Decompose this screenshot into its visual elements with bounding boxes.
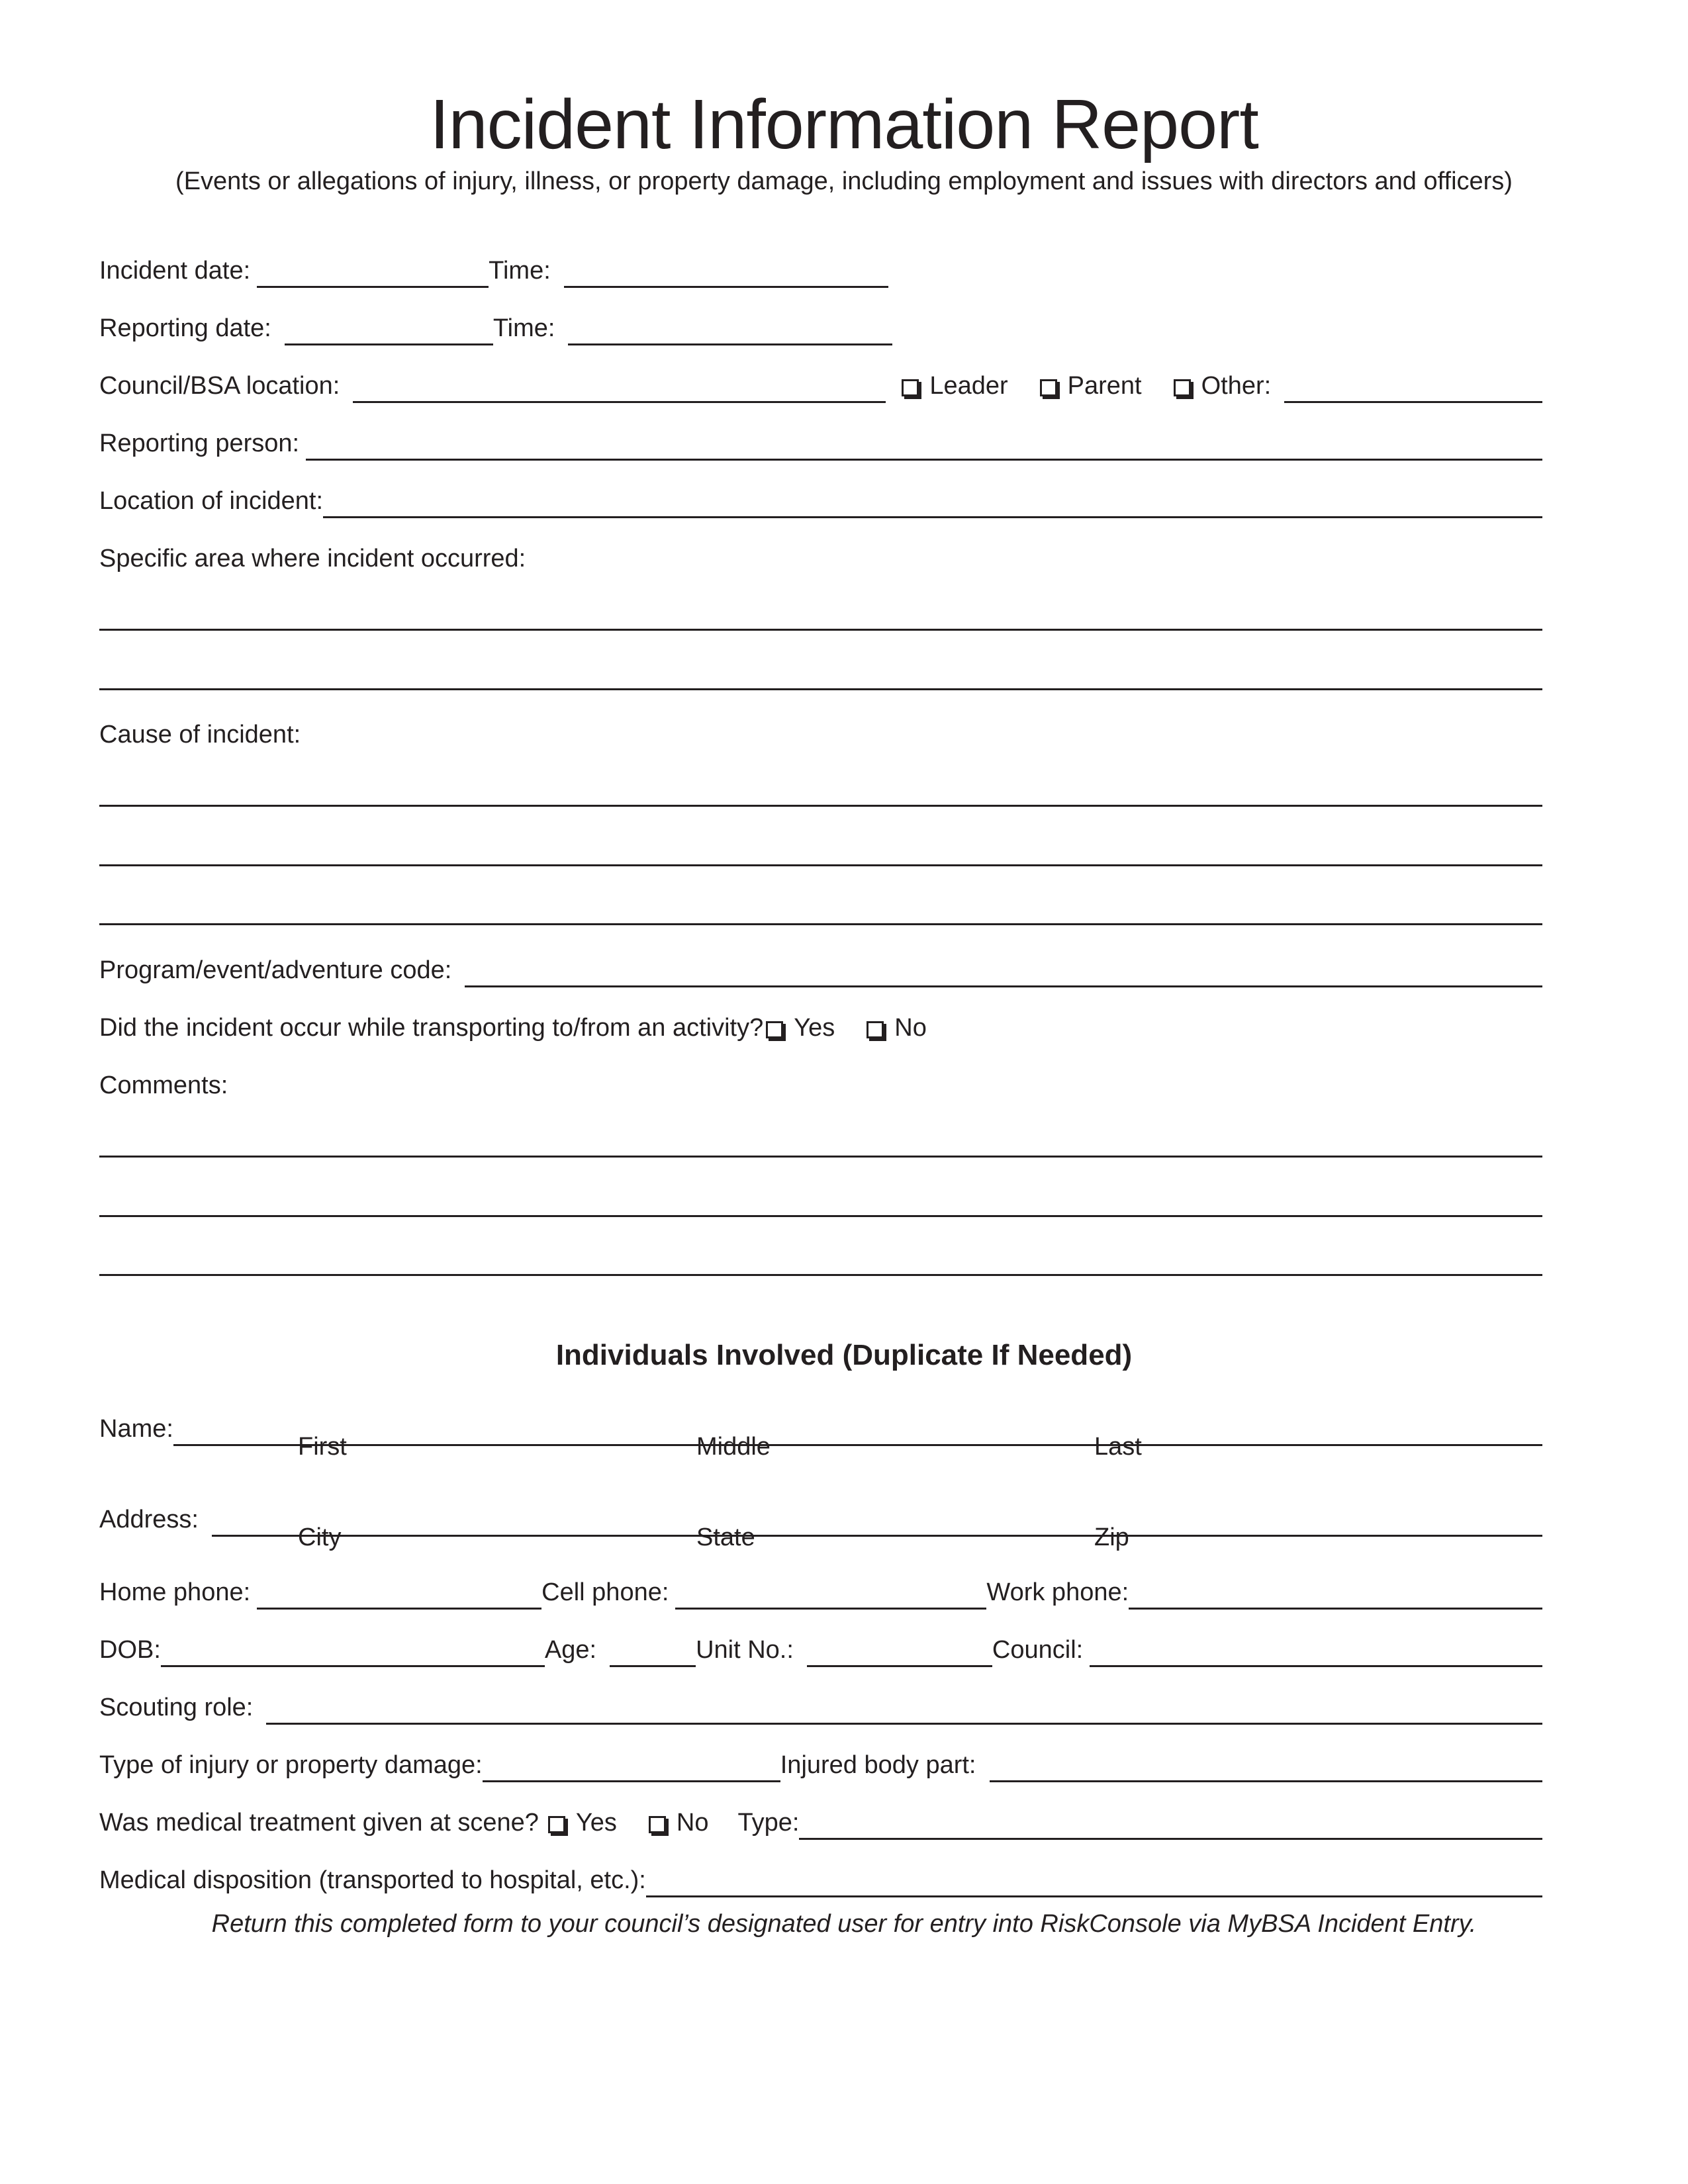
dob-label: DOB:: [99, 1636, 161, 1664]
scouting-role-row: [99, 1672, 1542, 1725]
treatment-no-checkbox[interactable]: [646, 1807, 709, 1840]
injury-type-label: Type of injury or property damage:: [99, 1751, 483, 1779]
zip-caption: Zip: [1094, 1524, 1129, 1551]
injured-part-field[interactable]: [990, 1749, 1543, 1782]
comments-row: [99, 1050, 1542, 1103]
location-row: [99, 465, 1542, 518]
cause-line-3[interactable]: [99, 923, 1542, 925]
checkbox-icon: [548, 1816, 565, 1833]
incident-time-field[interactable]: [564, 254, 888, 288]
location-field[interactable]: [323, 484, 1542, 518]
treatment-no-label: No: [676, 1809, 709, 1837]
cause-line-1[interactable]: [99, 805, 1542, 807]
medical-disposition-label: Medical disposition (transported to hospital, etc.):: [99, 1866, 646, 1894]
program-code-row: [99, 934, 1542, 987]
checkbox-icon: [766, 1021, 783, 1038]
reporting-time-label: Time:: [492, 314, 555, 342]
transport-yes-checkbox[interactable]: [763, 1012, 835, 1045]
home-phone-field[interactable]: [257, 1576, 541, 1610]
form-subtitle: (Events or allegations of injury, illness, or property damage, including employment and issues with directors and officers): [175, 167, 1513, 195]
council-location-row: [99, 350, 1542, 403]
dob-row: [99, 1614, 1542, 1667]
age-label: Age:: [544, 1636, 597, 1664]
home-phone-label: Home phone:: [99, 1578, 251, 1606]
treatment-type-label: Type:: [737, 1809, 800, 1837]
comments-label: Comments:: [99, 1071, 228, 1099]
city-caption: City: [298, 1524, 342, 1551]
injury-type-field[interactable]: [483, 1749, 780, 1782]
reporting-date-row: [99, 293, 1542, 345]
treatment-type-field[interactable]: [799, 1806, 1542, 1840]
phones-row: [99, 1557, 1542, 1610]
unit-no-field[interactable]: [807, 1633, 992, 1667]
program-code-field[interactable]: [465, 954, 1542, 987]
specific-area-row: [99, 523, 1542, 576]
cell-phone-field[interactable]: [675, 1576, 986, 1610]
treatment-yes-label: Yes: [575, 1809, 617, 1837]
injury-row: [99, 1729, 1542, 1782]
address-field[interactable]: [212, 1503, 1542, 1537]
transport-no-label: No: [894, 1014, 927, 1042]
reporting-person-row: [99, 408, 1542, 461]
medical-disposition-field[interactable]: [646, 1864, 1542, 1897]
medical-treatment-question: Was medical treatment given at scene?: [99, 1809, 539, 1837]
program-code-label: Program/event/adventure code:: [99, 956, 452, 984]
treatment-yes-checkbox[interactable]: [545, 1807, 617, 1840]
specific-area-line-2[interactable]: [99, 688, 1542, 690]
cell-phone-label: Cell phone:: [541, 1578, 669, 1606]
location-label: Location of incident:: [99, 487, 324, 515]
other-label: Other:: [1201, 372, 1272, 400]
incident-time-label: Time:: [489, 257, 551, 285]
individuals-section-title: Individuals Involved (Duplicate If Needed): [555, 1339, 1133, 1371]
checkbox-icon: [867, 1021, 884, 1038]
leader-checkbox[interactable]: [899, 370, 1008, 403]
council-location-field[interactable]: [353, 369, 886, 403]
scouting-role-field[interactable]: [266, 1691, 1542, 1725]
transport-question: Did the incident occur while transporting to/from an activity?: [99, 1014, 764, 1042]
council-field[interactable]: [1090, 1633, 1542, 1667]
checkbox-icon: [1040, 379, 1057, 396]
incident-date-label: Incident date:: [99, 257, 251, 285]
comments-line-2[interactable]: [99, 1215, 1542, 1217]
state-caption: State: [696, 1524, 755, 1551]
specific-area-label: Specific area where incident occurred:: [99, 545, 526, 572]
scouting-role-label: Scouting role:: [99, 1694, 254, 1721]
cause-line-2[interactable]: [99, 864, 1542, 866]
comments-line-1[interactable]: [99, 1156, 1542, 1158]
work-phone-field[interactable]: [1129, 1576, 1542, 1610]
last-name-caption: Last: [1094, 1433, 1142, 1461]
injured-part-label: Injured body part:: [780, 1751, 976, 1779]
reporting-time-field[interactable]: [568, 312, 892, 345]
work-phone-label: Work phone:: [986, 1578, 1129, 1606]
parent-label: Parent: [1067, 372, 1142, 400]
first-name-caption: First: [298, 1433, 347, 1461]
specific-area-line-1[interactable]: [99, 629, 1542, 631]
leader-label: Leader: [929, 372, 1008, 400]
footer-note: Return this completed form to your council’s designated user for entry into RiskConsole via MyBSA Incident Entry.: [211, 1910, 1477, 1938]
parent-checkbox[interactable]: [1037, 370, 1142, 403]
age-field[interactable]: [610, 1633, 696, 1667]
unit-no-label: Unit No.:: [696, 1636, 794, 1664]
council-label: Council:: [992, 1636, 1084, 1664]
address-label: Address:: [99, 1506, 199, 1533]
transport-no-checkbox[interactable]: [864, 1012, 927, 1045]
cause-row: [99, 699, 1542, 752]
reporting-date-label: Reporting date:: [99, 314, 271, 342]
checkbox-icon: [1174, 379, 1191, 396]
middle-name-caption: Middle: [696, 1433, 771, 1461]
other-field[interactable]: [1284, 369, 1542, 403]
name-label: Name:: [99, 1415, 173, 1443]
medical-disposition-row: [99, 1844, 1542, 1897]
name-field[interactable]: [173, 1412, 1542, 1446]
checkbox-icon: [902, 379, 919, 396]
transport-yes-label: Yes: [794, 1014, 835, 1042]
reporting-person-field[interactable]: [306, 427, 1542, 461]
form-title: Incident Information Report: [430, 85, 1258, 163]
checkbox-icon: [649, 1816, 666, 1833]
incident-date-field[interactable]: [257, 254, 489, 288]
dob-field[interactable]: [161, 1633, 545, 1667]
reporting-date-field[interactable]: [285, 312, 493, 345]
transport-row: [99, 992, 1542, 1045]
reporting-person-label: Reporting person:: [99, 430, 300, 457]
other-checkbox[interactable]: [1171, 370, 1272, 403]
council-location-label: Council/BSA location:: [99, 372, 340, 400]
comments-line-3[interactable]: [99, 1274, 1542, 1276]
cause-label: Cause of incident:: [99, 721, 301, 749]
medical-treatment-row: [99, 1787, 1542, 1840]
incident-date-row: [99, 235, 1542, 288]
